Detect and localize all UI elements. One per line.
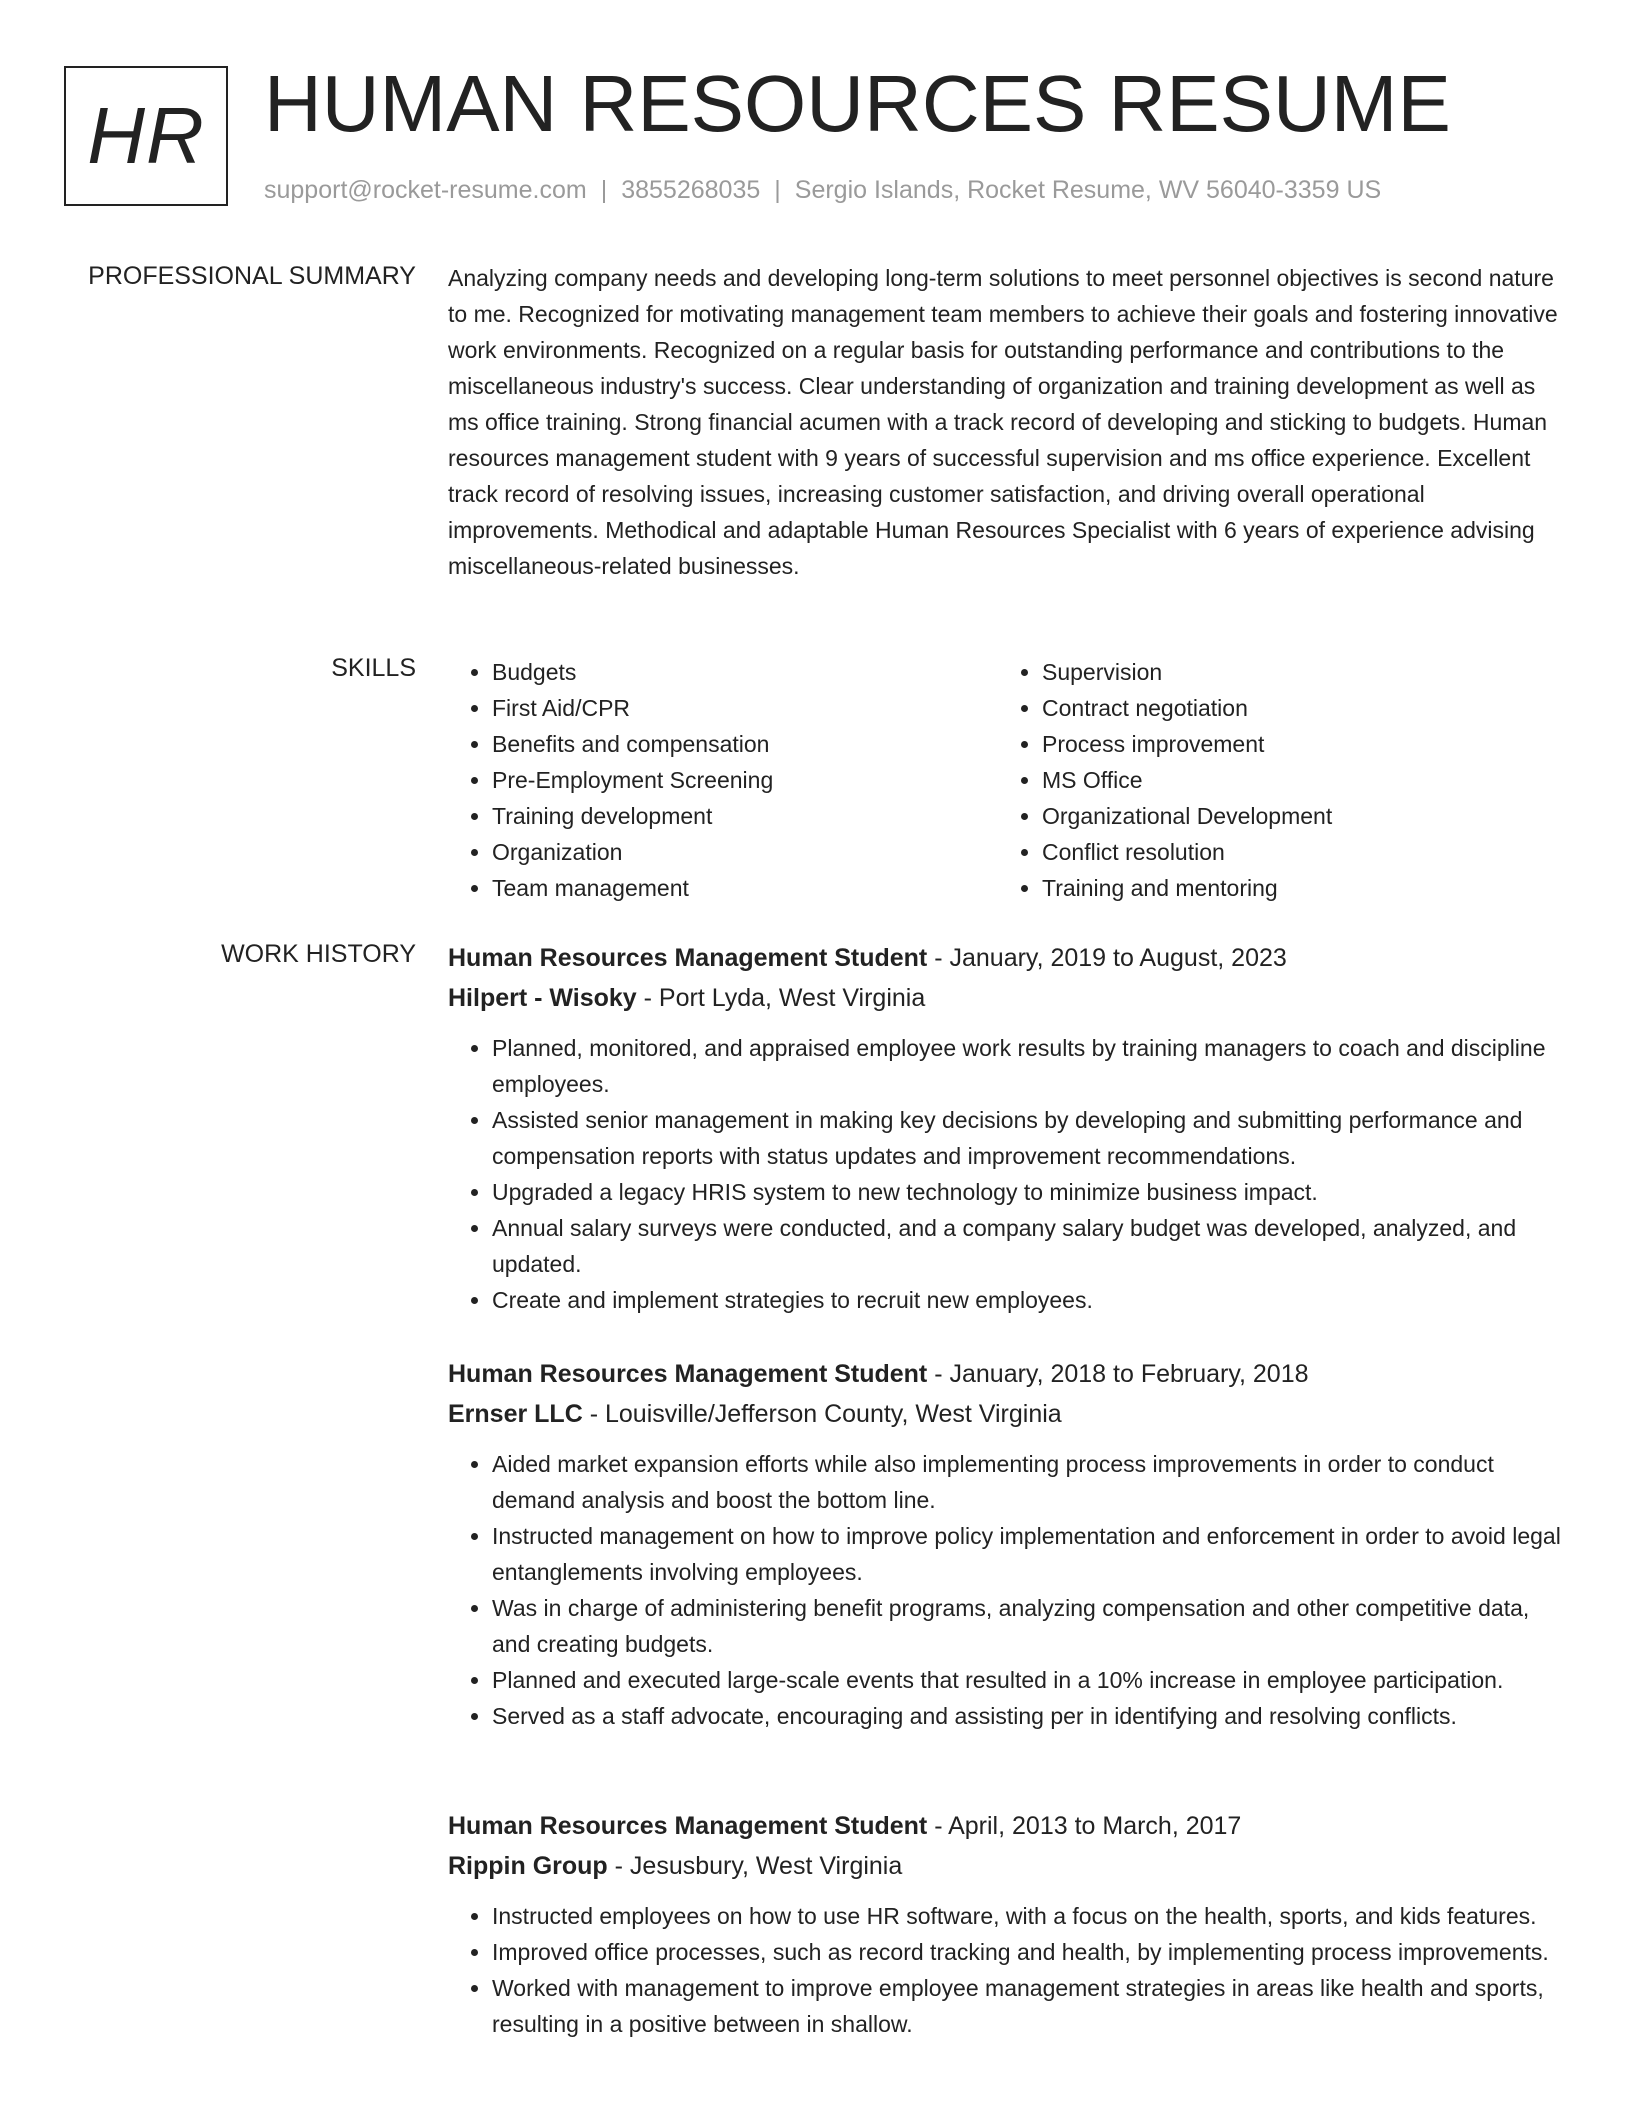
- job-bullet: • Planned, monitored, and appraised employee work results by training managers to coach and discipline employees.: [492, 1030, 1572, 1102]
- job-company: Ernser LLC: [448, 1400, 583, 1428]
- job-entry: [448, 938, 1572, 1318]
- job-bullet: • Upgraded a legacy HRIS system to new technology to minimize business impact.: [492, 1174, 1572, 1210]
- job-bullets: [448, 1030, 1572, 1318]
- job-location: - Louisville/Jefferson County, West Virginia: [582, 1400, 1062, 1428]
- job-bullet: • Create and implement strategies to recruit new employees.: [492, 1282, 1572, 1318]
- skill-item: • Conflict resolution: [1042, 834, 1548, 870]
- skill-item: • Team management: [492, 870, 998, 906]
- job-bullet: • Assisted senior management in making key decisions by developing and submitting performance and compensation reports with status updates and improvement recommendations.: [492, 1102, 1572, 1174]
- skill-item: • Supervision: [1042, 654, 1548, 690]
- job-location: - Port Lyda, West Virginia: [636, 984, 926, 1012]
- job-bullet: • Instructed employees on how to use HR software, with a focus on the health, sports, and kids features.: [492, 1898, 1572, 1934]
- job-title-line: [448, 1806, 1572, 1846]
- job-bullet: • Worked with management to improve employee management strategies in areas like health and sports, resulting in a positive between in shallow.: [492, 1970, 1572, 2042]
- contact-phone[interactable]: 3855268035: [621, 176, 761, 204]
- contact-line: [264, 176, 1381, 205]
- job-title: Human Resources Management Student: [448, 944, 928, 972]
- skills-heading: SKILLS: [331, 654, 416, 682]
- job-company: Hilpert - Wisoky: [448, 984, 637, 1012]
- skill-item: • Training development: [492, 798, 998, 834]
- job-dates: - January, 2019 to August, 2023: [927, 944, 1287, 972]
- skills-list: [448, 654, 1572, 906]
- contact-separator: |: [774, 176, 781, 204]
- job-location: - Jesusbury, West Virginia: [607, 1852, 903, 1880]
- skill-item: • Budgets: [492, 654, 998, 690]
- job-bullets: [448, 1898, 1572, 2042]
- job-bullet: • Aided market expansion efforts while also implementing process improvements in order to conduct demand analysis and boost the bottom line.: [492, 1446, 1572, 1518]
- monogram-logo: HR: [64, 66, 228, 206]
- job-dates: - April, 2013 to March, 2017: [927, 1812, 1242, 1840]
- job-bullet: • Annual salary surveys were conducted, and a company salary budget was developed, analyzed, and updated.: [492, 1210, 1572, 1282]
- contact-separator: |: [600, 176, 608, 204]
- job-title: Human Resources Management Student: [448, 1812, 928, 1840]
- job-bullet: • Served as a staff advocate, encouraging and assisting per in identifying and resolving conflicts.: [492, 1698, 1572, 1734]
- job-company: Rippin Group: [448, 1852, 608, 1880]
- job-bullet: • Was in charge of administering benefit programs, analyzing compensation and other competitive data, and creating budgets.: [492, 1590, 1572, 1662]
- skill-item: • Training and mentoring: [1042, 870, 1548, 906]
- skill-item: • Pre-Employment Screening: [492, 762, 998, 798]
- job-company-line: [448, 978, 1572, 1018]
- job-company-line: [448, 1846, 1572, 1886]
- skills-column-right: [998, 654, 1548, 906]
- skill-item: • Organizational Development: [1042, 798, 1548, 834]
- job-bullet: • Instructed management on how to improve policy implementation and enforcement in order to avoid legal entanglements involving employees.: [492, 1518, 1572, 1590]
- contact-email[interactable]: support@rocket-resume.com: [264, 176, 587, 204]
- job-bullet: • Improved office processes, such as record tracking and health, by implementing process improvements.: [492, 1934, 1572, 1970]
- skill-item: • Process improvement: [1042, 726, 1548, 762]
- job-bullet: • Planned and executed large-scale events that resulted in a 10% increase in employee participation.: [492, 1662, 1572, 1698]
- job-title-line: [448, 938, 1572, 978]
- summary-text: Analyzing company needs and developing long-term solutions to meet personnel objectives is second nature to me. Recognized for motivating management team members to achieve their goals and fostering innovative work environments. Recognized on a regular basis for outstanding performance and contributions to the miscellaneous industry's success. Clear understanding of organization and training development as well as ms office training. Strong financial acumen with a track record of developing and sticking to budgets. Human resources management student with 9 years of successful supervision and ms office experience. Excellent track record of resolving issues, increasing customer satisfaction, and driving overall operational improvements. Methodical and adaptable Human Resources Specialist with 6 years of experience advising miscellaneous-related businesses.: [448, 265, 1558, 579]
- job-bullets: [448, 1446, 1572, 1734]
- resume-title: HUMAN RESOURCES RESUME: [264, 59, 1451, 148]
- job-title-line: [448, 1354, 1572, 1394]
- work-history-heading: WORK HISTORY: [221, 940, 416, 968]
- skill-item: • First Aid/CPR: [492, 690, 998, 726]
- job-dates: - January, 2018 to February, 2018: [927, 1360, 1309, 1388]
- skill-item: • MS Office: [1042, 762, 1548, 798]
- skills-column-left: [448, 654, 998, 906]
- contact-address: Sergio Islands, Rocket Resume, WV 56040-3359 US: [794, 176, 1382, 204]
- summary-heading: PROFESSIONAL SUMMARY: [88, 262, 416, 290]
- job-entry: [448, 1354, 1572, 1734]
- skill-item: • Organization: [492, 834, 998, 870]
- skill-item: • Contract negotiation: [1042, 690, 1548, 726]
- job-entry: [448, 1806, 1572, 2042]
- skill-item: • Benefits and compensation: [492, 726, 998, 762]
- job-company-line: [448, 1394, 1572, 1434]
- job-title: Human Resources Management Student: [448, 1360, 928, 1388]
